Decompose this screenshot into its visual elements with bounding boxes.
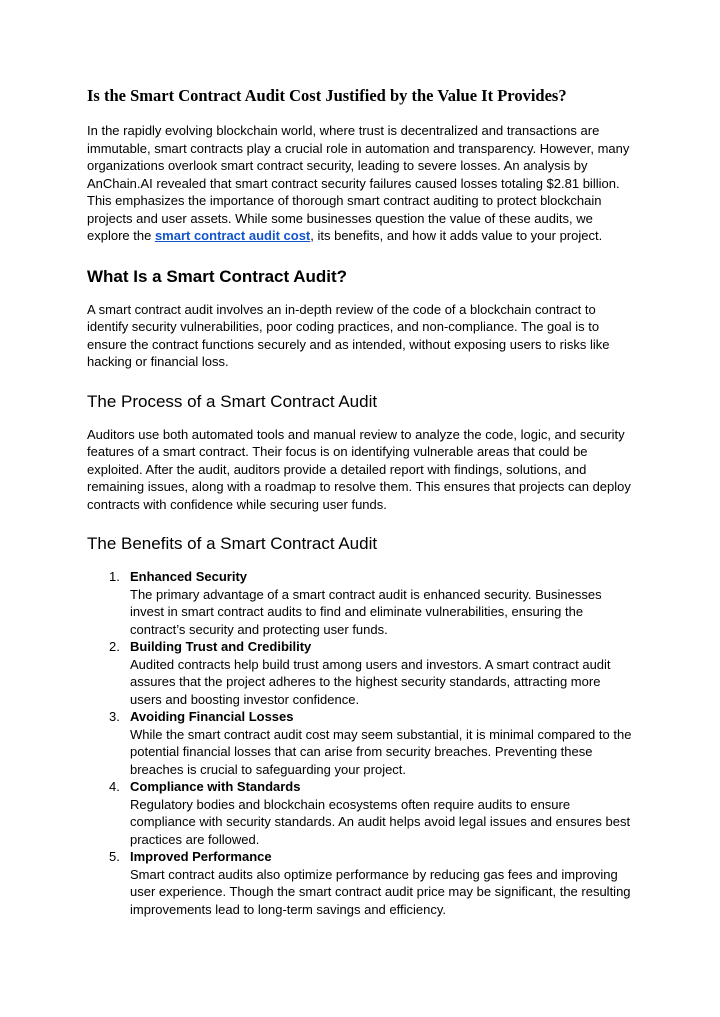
audit-cost-link[interactable]: smart contract audit cost (154, 228, 311, 243)
section-heading-audit-benefits: The Benefits of a Smart Contract Audit (87, 534, 378, 553)
list-item-body: Audited contracts help build trust among users and investors. A smart contract audit assures that the project adheres to the highest security standards, attracting more users and boosting investor confidence. (130, 656, 611, 707)
list-item-body: Regulatory bodies and blockchain ecosystems often require audits to ensure compliance with security standards. An audit helps avoid legal issues and ensures best practices are followed. (130, 796, 631, 847)
benefits-list (87, 568, 635, 918)
list-item-title: Avoiding Financial Losses (130, 709, 294, 724)
list-item-number: 5. (109, 849, 120, 864)
section-body-audit-process: Auditors use both automated tools and manual review to analyze the code, logic, and security features of a smart contract. Their focus is on identifying vulnerable areas that could be exploited. After the audit, auditors provide a detailed report with findings, solutions, and remaining issues, along with a roadmap to resolve them. This ensures that projects can deploy contracts with confidence while securing user funds. (87, 426, 631, 512)
intro-paragraph (87, 122, 635, 245)
section-heading-audit-process: The Process of a Smart Contract Audit (87, 391, 378, 411)
list-item (87, 568, 635, 638)
list-item-title: Improved Performance (130, 849, 272, 864)
list-item (87, 638, 635, 708)
list-item (87, 708, 635, 778)
intro-text-after-link: , its benefits, and how it adds value to your project. (310, 228, 603, 243)
intro-text-before-link: In the rapidly evolving blockchain world, where trust is decentralized and transactions are immutable, smart contracts play a crucial role in automation and transparency. However, many organizations overlook smart contract security, leading to severe losses. An analysis by AnChain.AI revealed that smart contract security failures caused losses totaling $2.81 billion. This emphasizes the importance of thorough smart contract auditing to protect blockchain projects and user assets. While some businesses question the value of these audits, we explore the (87, 123, 630, 243)
document-title: Is the Smart Contract Audit Cost Justified by the Value It Provides? (87, 86, 567, 105)
list-item-number: 2. (109, 639, 120, 654)
section-body-what-is-audit: A smart contract audit involves an in-depth review of the code of a blockchain contract to identify security vulnerabilities, poor coding practices, and non-compliance. The goal is to ensure the contract functions securely and as intended, without exposing users to risks like hacking or financial loss. (87, 301, 610, 369)
list-item (87, 778, 635, 848)
document-page (87, 84, 635, 918)
list-item (87, 848, 635, 918)
list-item-number: 3. (109, 709, 120, 724)
section-heading-what-is-audit: What Is a Smart Contract Audit? (87, 266, 348, 286)
list-item-body: While the smart contract audit cost may seem substantial, it is minimal compared to the potential financial losses that can arise from security breaches. Preventing these breaches is crucial to safeguarding your project. (130, 726, 632, 777)
list-item-title: Compliance with Standards (130, 779, 301, 794)
list-item-number: 4. (109, 779, 120, 794)
list-item-body: Smart contract audits also optimize performance by reducing gas fees and improving user experience. Though the smart contract audit price may be significant, the resulting improvements lead to long-term savings and efficiency. (130, 866, 631, 917)
list-item-title: Building Trust and Credibility (130, 639, 312, 654)
list-item-number: 1. (109, 569, 120, 584)
list-item-title: Enhanced Security (130, 569, 248, 584)
list-item-body: The primary advantage of a smart contract audit is enhanced security. Businesses invest in smart contract audits to find and eliminate vulnerabilities, ensuring the contract’s security and protecting user funds. (130, 586, 602, 637)
